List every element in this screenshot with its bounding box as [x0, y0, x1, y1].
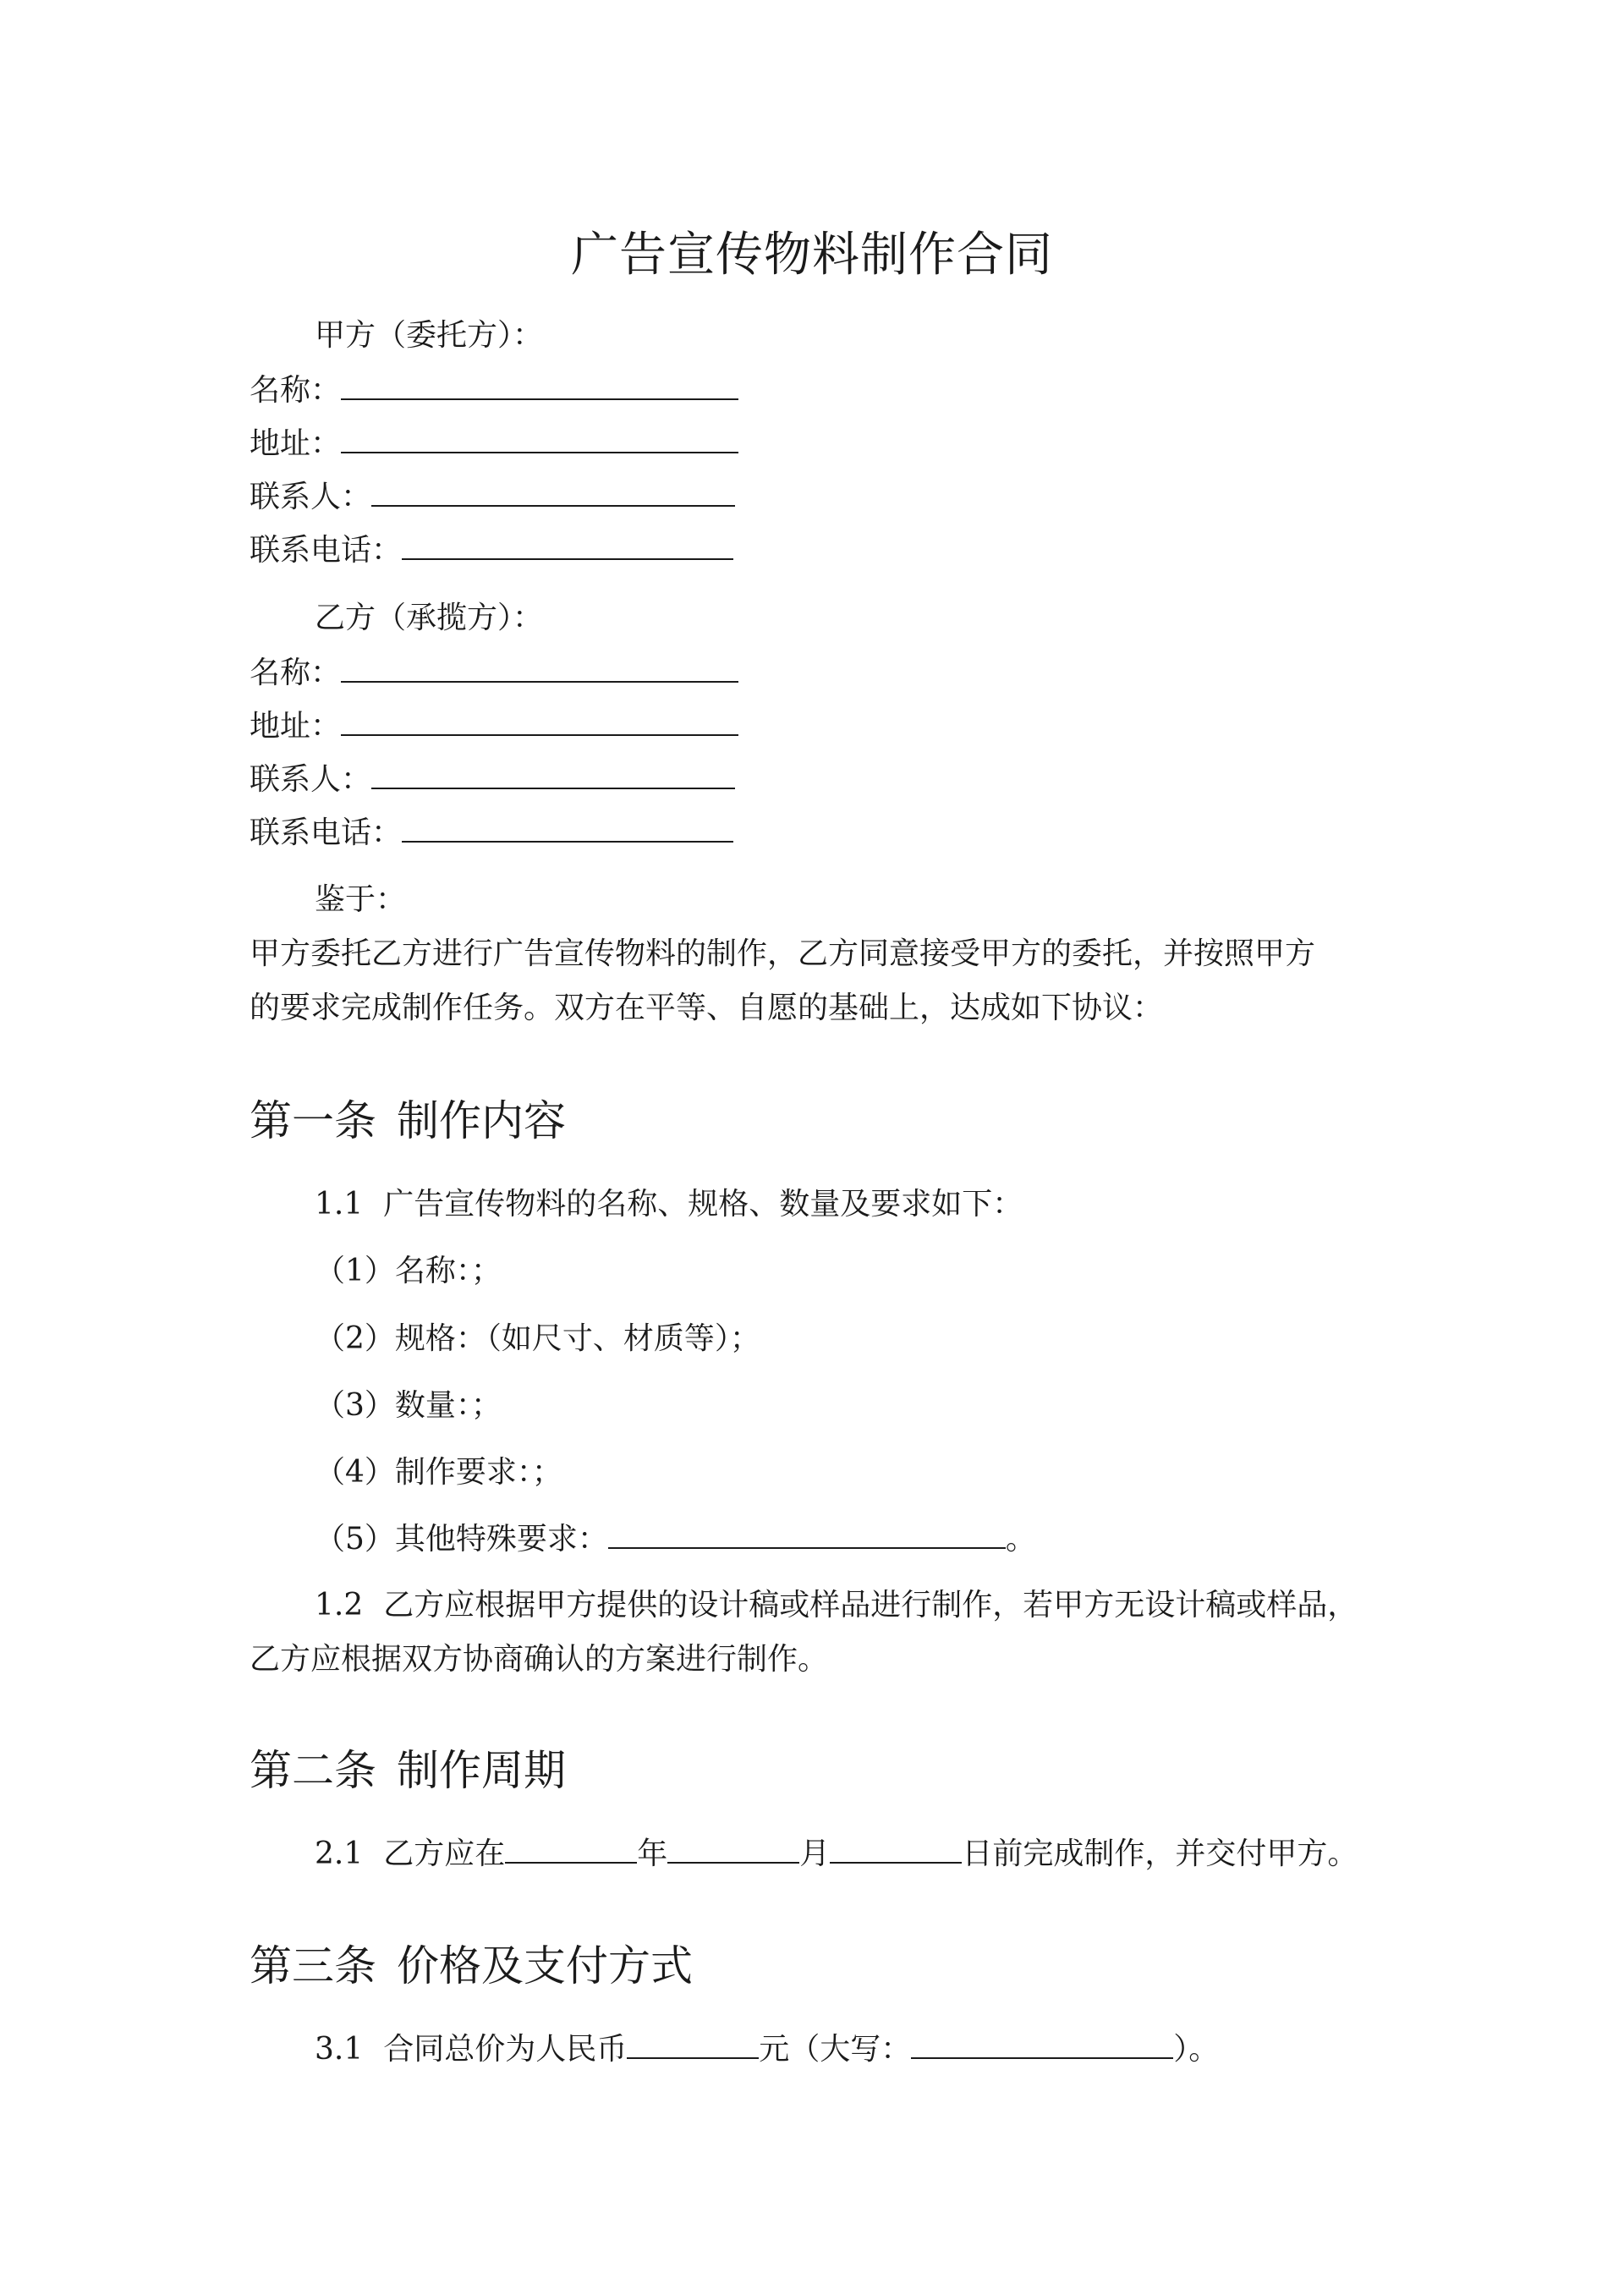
clause-1-2-line-1	[315, 1584, 1358, 1627]
clause-1-1-text: 广告宣传物料的名称、规格、数量及要求如下：	[383, 1187, 1023, 1222]
clause-1-2-text-1: 乙方应根据甲方提供的设计稿或样品进行制作，若甲方无设计稿或样品，	[383, 1588, 1358, 1622]
article-1-title: 制作内容	[397, 1096, 566, 1145]
party-b-address-label: 地址：	[250, 709, 342, 744]
party-b-name-blank[interactable]	[341, 652, 738, 683]
item-4: （4）制作要求：；	[315, 1455, 562, 1490]
clause-1-2-line-2: 乙方应根据双方协商确认的方案进行制作。	[250, 1642, 829, 1677]
item-3: （3）数量：；	[315, 1388, 502, 1423]
party-a-name-row	[250, 370, 738, 412]
clause-2-1-number: 2.1	[315, 1837, 364, 1871]
party-a-name-label: 名称：	[250, 373, 342, 408]
party-a-address-label: 地址：	[250, 426, 342, 461]
clause-3-1-number: 3.1	[315, 2032, 364, 2067]
clause-3-1-pre: 合同总价为人民币	[383, 2032, 628, 2067]
clause-3-1-end: ）。	[1173, 2032, 1220, 2067]
month-label: 月	[799, 1837, 831, 1871]
year-blank[interactable]	[505, 1833, 637, 1864]
preamble-line-2: 的要求完成制作任务。双方在平等、自愿的基础上，达成如下协议：	[250, 991, 1164, 1025]
clause-1-1-number: 1.1	[315, 1187, 364, 1222]
item-5-blank[interactable]	[608, 1518, 1006, 1549]
party-b-phone-row	[250, 812, 733, 854]
month-blank[interactable]	[667, 1833, 799, 1864]
item-5-row	[315, 1518, 1036, 1561]
party-a-address-row	[250, 423, 738, 465]
party-a-name-blank[interactable]	[341, 370, 738, 400]
party-a-contact-row	[250, 476, 735, 519]
party-b-name-label: 名称：	[250, 656, 342, 690]
clause-2-1-pre: 乙方应在	[383, 1837, 506, 1871]
clause-1-2-number: 1.2	[315, 1588, 364, 1622]
article-3-number: 第三条	[250, 1941, 376, 1990]
item-5-label: （5）其他特殊要求：	[315, 1522, 608, 1557]
party-b-address-blank[interactable]	[341, 706, 738, 736]
year-label: 年	[637, 1837, 668, 1871]
party-b-heading: 乙方（承揽方）：	[315, 601, 544, 635]
article-2-number: 第二条	[250, 1746, 376, 1795]
day-blank[interactable]	[830, 1833, 962, 1864]
clause-1-1	[315, 1183, 1023, 1226]
amount-blank[interactable]	[627, 2029, 759, 2059]
party-a-address-blank[interactable]	[341, 423, 738, 453]
item-5-end: 。	[1005, 1522, 1036, 1557]
party-b-contact-row	[250, 759, 735, 801]
clause-2-1	[315, 1833, 1358, 1875]
amount-in-words-blank[interactable]	[911, 2029, 1173, 2059]
party-b-contact-blank[interactable]	[371, 759, 735, 789]
party-b-name-row	[250, 652, 738, 695]
party-a-phone-label: 联系电话：	[250, 533, 403, 568]
document-title: 广告宣传物料制作合同	[571, 228, 1053, 283]
article-3-title: 价格及支付方式	[397, 1941, 693, 1990]
party-a-phone-blank[interactable]	[402, 530, 733, 560]
article-3-heading	[250, 1936, 693, 1996]
whereas-heading: 鉴于：	[315, 882, 407, 917]
party-a-contact-label: 联系人：	[250, 480, 372, 514]
party-b-contact-label: 联系人：	[250, 762, 372, 797]
article-1-heading	[250, 1091, 566, 1150]
article-2-title: 制作周期	[397, 1746, 566, 1795]
article-2-heading	[250, 1741, 566, 1800]
preamble-line-1: 甲方委托乙方进行广告宣传物料的制作，乙方同意接受甲方的委托，并按照甲方	[250, 936, 1316, 971]
article-1-number: 第一条	[250, 1096, 376, 1145]
item-2: （2）规格：（如尺寸、材质等）；	[315, 1321, 760, 1356]
party-a-contact-blank[interactable]	[371, 476, 735, 507]
party-b-phone-blank[interactable]	[402, 812, 733, 843]
party-a-phone-row	[250, 530, 733, 572]
clause-3-1-mid: 元（大写：	[759, 2032, 912, 2067]
party-b-address-row	[250, 706, 738, 748]
party-b-phone-label: 联系电话：	[250, 815, 403, 850]
party-a-heading: 甲方（委托方）：	[315, 318, 544, 353]
item-1: （1）名称：；	[315, 1254, 502, 1288]
clause-3-1	[315, 2029, 1219, 2071]
clause-2-1-post: 日前完成制作，并交付甲方。	[962, 1837, 1358, 1871]
